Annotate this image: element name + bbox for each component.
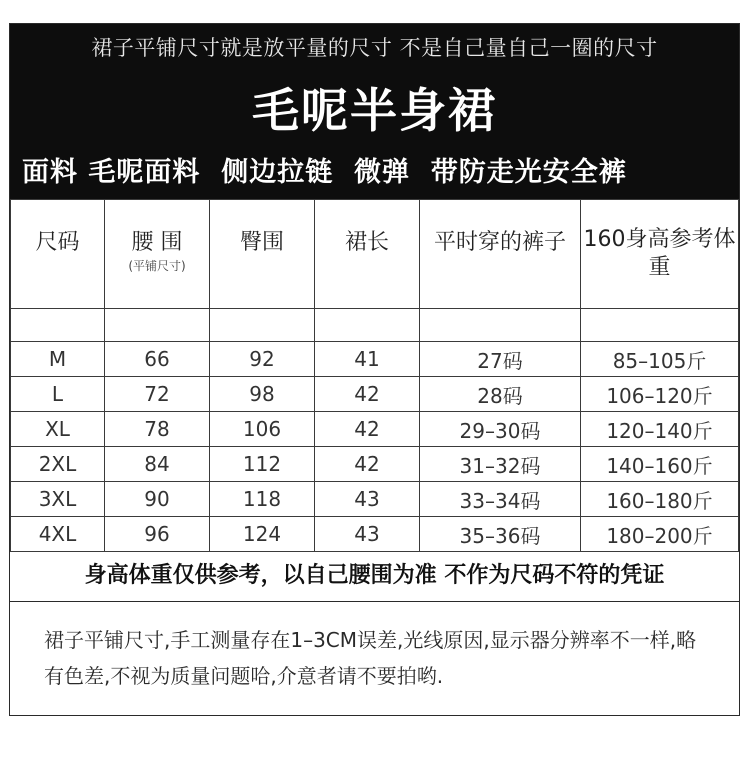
cell-pants-size: 31–32码	[420, 447, 581, 482]
cell-weight: 180–200斤	[581, 517, 739, 552]
header-pants-size: 平时穿的裤子	[420, 200, 581, 309]
cell-weight: 140–160斤	[581, 447, 739, 482]
measurement-remark: 裙子平铺尺寸,手工测量存在1–3CM误差,光线原因,显示器分辨率不一样,略有色差,不视为质量问题哈,介意者请不要拍哟.	[44, 628, 697, 688]
table-row	[11, 412, 739, 447]
size-chart	[9, 23, 740, 716]
cell-size: 2XL	[11, 447, 105, 482]
header-hip: 臀围	[210, 200, 315, 309]
cell-pants-size: 27码	[420, 342, 581, 377]
cell-pants-size: 35–36码	[420, 517, 581, 552]
cell-hip: 112	[210, 447, 315, 482]
cell-length: 42	[315, 377, 420, 412]
cell-waist: 96	[105, 517, 210, 552]
cell-hip: 118	[210, 482, 315, 517]
header-size: 尺码	[11, 200, 105, 309]
cell-waist: 78	[105, 412, 210, 447]
table-row	[11, 447, 739, 482]
cell-weight: 85–105斤	[581, 342, 739, 377]
header-waist: 腰 围 (平铺尺寸)	[105, 200, 210, 309]
fabric-info: 面料 毛呢面料 侧边拉链 微弹 带防走光安全裤	[22, 157, 627, 188]
cell-weight: 106–120斤	[581, 377, 739, 412]
reference-disclaimer: 身高体重仅供参考，以自己腰围为准 不作为尺码不符的凭证	[10, 551, 739, 602]
cell-size: M	[11, 342, 105, 377]
cell-hip: 124	[210, 517, 315, 552]
cell-weight: 160–180斤	[581, 482, 739, 517]
table-row	[11, 377, 739, 412]
cell-length: 41	[315, 342, 420, 377]
cell-hip: 92	[210, 342, 315, 377]
cell-waist: 66	[105, 342, 210, 377]
cell-length: 42	[315, 447, 420, 482]
cell-size: 3XL	[11, 482, 105, 517]
table-spacer-row	[11, 309, 739, 342]
cell-pants-size: 33–34码	[420, 482, 581, 517]
cell-size: L	[11, 377, 105, 412]
size-table	[10, 199, 739, 552]
header-weight: 160身高参考体重	[581, 200, 739, 309]
cell-waist: 90	[105, 482, 210, 517]
header-banner	[10, 24, 739, 199]
header-length: 裙长	[315, 200, 420, 309]
table-header-row	[11, 200, 739, 309]
cell-length: 42	[315, 412, 420, 447]
cell-waist: 84	[105, 447, 210, 482]
measurement-note: 裙子平铺尺寸就是放平量的尺寸 不是自己量自己一圈的尺寸	[91, 36, 658, 60]
table-row	[11, 342, 739, 377]
cell-length: 43	[315, 517, 420, 552]
cell-pants-size: 28码	[420, 377, 581, 412]
cell-waist: 72	[105, 377, 210, 412]
table-row	[11, 482, 739, 517]
cell-pants-size: 29–30码	[420, 412, 581, 447]
cell-size: XL	[11, 412, 105, 447]
table-row	[11, 517, 739, 552]
cell-length: 43	[315, 482, 420, 517]
cell-hip: 106	[210, 412, 315, 447]
cell-hip: 98	[210, 377, 315, 412]
product-title: 毛呢半身裙	[252, 84, 497, 139]
cell-weight: 120–140斤	[581, 412, 739, 447]
cell-size: 4XL	[11, 517, 105, 552]
